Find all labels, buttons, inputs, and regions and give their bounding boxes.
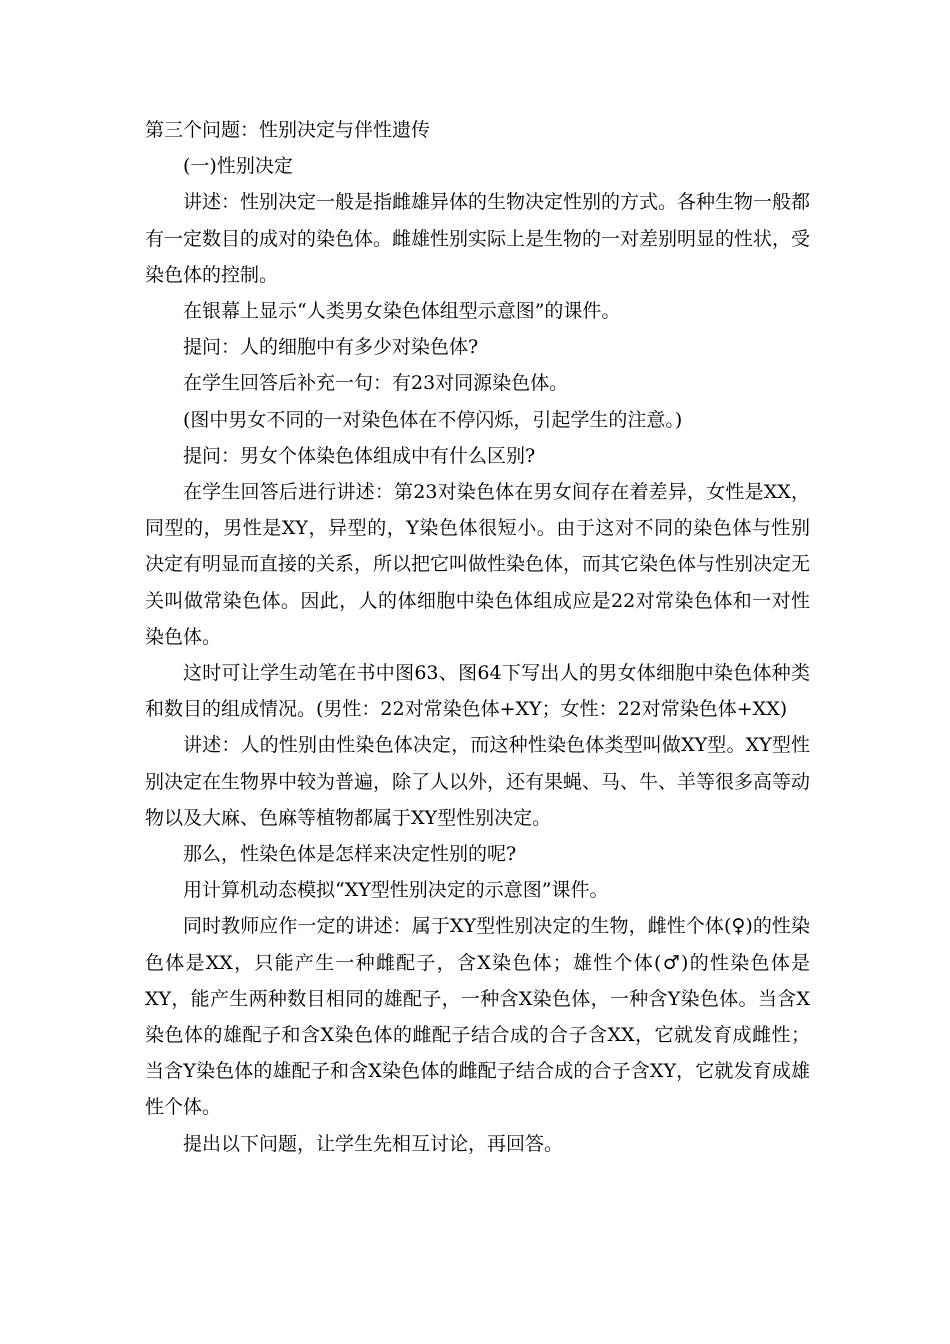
paragraph-lecture-xy-type: 讲述：人的性别由性染色体决定，而这种性染色体类型叫做XY型。XY型性别决定在生物界中较为普遍，除了人以外，还有果蝇、马、牛、羊等很多高等动物以及大麻、色麻等植物都属于XY型性别决定。 [145, 734, 811, 829]
paragraph-simulation: 用计算机动态模拟“XY型性别决定的示意图”课件。 [183, 879, 609, 902]
paragraph-lecture-gametes: 同时教师应作一定的讲述：属于XY型性别决定的生物，雌性个体(♀)的性染色体是XX，只能产生一种雌配子，含X染色体；雄性个体(♂)的性染色体是XY，能产生两种数目相同的雄配子，一种含X染色体，一种含Y染色体。当含X染色体的雄配子和含X染色体的雌配子结合成的合子含XX，它就发育成雌性；当含Y染色体的雄配子和含X染色体的雌配子结合成的合子含XY，它就发育成雄性个体。 [145, 915, 810, 1119]
paragraph-show-courseware: 在银幕上显示“人类男女染色体组型示意图”的课件。 [183, 300, 621, 323]
paragraph-lecture-intro: 讲述：性别决定一般是指雌雄异体的生物决定性别的方式。各种生物一般都有一定数目的成对的染色体。雌雄性别实际上是生物的一对差别明显的性状，受染色体的控制。 [145, 191, 811, 286]
paragraph-question-1: 提问：人的细胞中有多少对染色体? [183, 336, 479, 359]
subsection-title: (一)性别决定 [183, 155, 293, 178]
section-heading: 第三个问题：性别决定与伴性遗传 [145, 119, 431, 141]
paragraph-student-exercise: 这时可让学生动笔在书中图63、图64下写出人的男女体细胞中染色体种类和数目的组成情况。(男性：22对常染色体+XY；女性：22对常染色体+XX) [145, 662, 810, 721]
paragraph-discussion: 提出以下问题，让学生先相互讨论，再回答。 [183, 1132, 564, 1155]
paragraph-supplement: 在学生回答后补充一句：有23对同源染色体。 [183, 372, 569, 395]
paragraph-question-2: 提问：男女个体染色体组成中有什么区别? [183, 444, 536, 467]
paragraph-flashing-note: (图中男女不同的一对染色体在不停闪烁，引起学生的注意。) [183, 408, 683, 431]
paragraph-lecture-sex-chromosomes: 在学生回答后进行讲述：第23对染色体在男女间存在着差异，女性是XX，同型的，男性是XY，异型的，Y染色体很短小。由于这对不同的染色体与性别决定有明显而直接的关系，所以把它叫做性染色体，而其它染色体与性别决定无关叫做常染色体。因此，人的体细胞中染色体组成应是22对常染色体和一对性染色体。 [145, 481, 811, 648]
document-page [145, 112, 810, 1162]
paragraph-question-3: 那么，性染色体是怎样来决定性别的呢? [183, 843, 517, 866]
